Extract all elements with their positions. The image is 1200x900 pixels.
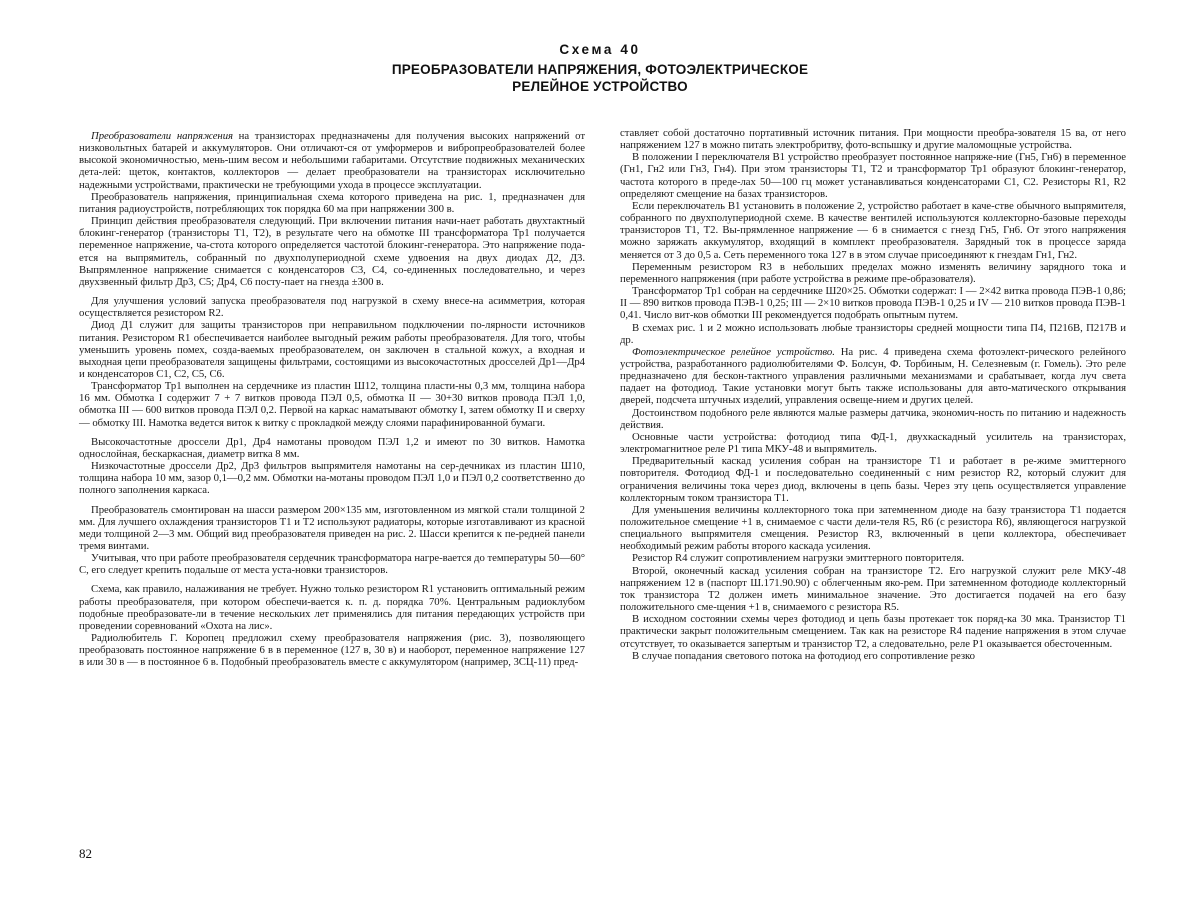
paragraph-text: Принцип действия преобразователя следующий. При включении питания начи-нает работать двухтактный блокинг-генератор (транзисторы Т1, Т2), в результате чего на обмотке III трансформатора Тр1 получается переменное напряжение, ча-стота которого определяется частотой блокинг-генератора. Это напряжение пода-ется на выпрямитель, собранный по двухполупериодной схеме удвоения на двух диодах Д2, Д3. Выпрямленное напряжение снимается с конденсаторов С3, С4, со-единенных последовательно, и через двухзвенный фильтр Др3, С5; Др4, С6 посту-пает на гнезда ±300 в. <box>79 215 585 288</box>
paragraph-text: В случае попадания светового потока на фотодиод его сопротивление резко <box>632 649 976 662</box>
paragraph <box>620 285 1126 321</box>
paragraph-lead: Преобразователи напряжения <box>91 130 233 142</box>
page-title-line-1: ПРЕОБРАЗОВАТЕЛИ НАПРЯЖЕНИЯ, ФОТОЭЛЕКТРИЧЕСКОЕ <box>391 62 809 77</box>
paragraph <box>79 319 585 380</box>
paragraph-text: Для уменьшения величины коллекторного тока при затемненном диоде на базу транзистора Т1 подается положительное смещение +1 в, снимаемое с части дели-теля R5, R6 (с резистора R6), являющегося нагрузкой специального выпрямителя смещения. Резистор R3, включенный в цепи коллектора, обеспечивает необходимый режим работы второго каскада усиления. <box>620 503 1126 553</box>
paragraph-text: Низкочастотные дроссели Др2, Др3 фильтров выпрямителя намотаны на сер-дечниках из пластин Ш10, толщина набора 10 мм, зазор 0,1—0,2 мм. Обмотки на-мотаны проводом ПЭЛ 1,0 и ПЭЛ 0,2 соответственно до полного заполнения каркаса. <box>79 460 585 497</box>
paragraph-text: В исходном состоянии схемы через фотодиод и цепь базы протекает ток поряд-ка 30 мка. Транзистор Т1 практически закрыт положительным смещением. Так как на резисторе R4 падение напряжения в этом случае отсутствует, то оказывается запертым и транзистор Т2, а следовательно, реле Р1 оказывается обесточенным. <box>620 613 1126 650</box>
paragraph <box>79 380 585 429</box>
paragraph-text: Учитывая, что при работе преобразователя сердечник трансформатора нагре-вается до температуры 50—60° С, его следует крепить подальше от места уста-новки транзисторов. <box>79 552 585 577</box>
paragraph <box>620 613 1126 649</box>
paragraph <box>79 191 585 215</box>
paragraph-text: на транзисторах предназначены для получения высоких напряжений от низковольтных батарей и аккумуляторов. Они отличают-ся от умформеров и вибропреобразователей более высокой экономичностью, мень-шим весом и небольшими габаритами. Отсутствие подвижных механических дета-лей: щеток, контактов, коллекторов — делает преобразователи на транзисторах исключительно надежными устройствами, практически не требующими ухода в процессе эксплуатации. <box>79 130 585 191</box>
paragraph-text: Трансформатор Тр1 собран на сердечнике Ш20×25. Обмотки содержат: I — 2×42 витка провода ПЭВ-1 0,86; II — 890 витков провода ПЭВ-1 0,25; III — 2×10 витков провода ПЭВ-1 0,25 и IV — 210 витков провода ПЭВ-1 0,41. Число вит-ков обмотки III рекомендуется подобрать опытным путем. <box>620 285 1127 322</box>
paragraph <box>79 215 585 288</box>
paragraph <box>620 552 1126 564</box>
paragraph <box>79 436 585 460</box>
page-number: 82 <box>79 846 92 861</box>
paragraph-text: Преобразователь смонтирован на шасси размером 200×135 мм, изготовленном из мягкой стали толщиной 2 мм. Для лучшего охлаждения транзисторов Т1 и Т2 используют радиаторы, которые изготавливают из красной меди толщиной 2—3 мм. Общий вид преобразователя приведен на рис. 2. Шасси крепится к пе-редней панели тремя винтами. <box>79 503 585 552</box>
paragraph <box>620 407 1126 431</box>
page-title-line-2: РЕЛЕЙНОЕ УСТРОЙСТВО <box>512 79 688 94</box>
paragraph <box>79 130 585 191</box>
paragraph-text: Переменным резистором R3 в небольших пределах можно изменять величину зарядного тока и переменного напряжения (при работе устройства в режиме пре-образователя). <box>620 260 1126 285</box>
paragraph <box>620 565 1126 614</box>
paragraph-text: Предварительный каскад усиления собран на транзисторе Т1 и работает в ре-жиме эмиттерного повторителя. Фотодиод ФД-1 и последовательно соединенный с ним резистор R2, который служит для ограничения величины тока через диод, включены в цепь базы. Через эту цепь осуществляется управление коллекторным током транзистора Т1. <box>620 455 1126 504</box>
paragraph-text: В положении I переключателя В1 устройство преобразует постоянное напряже-ние (Гн5, Гн6) в переменное (Гн1, Гн2 или Гн3, Гн4). При этом транзисторы Т1, Т2 и трансформатор Тр1 образуют блокинг-генератор, частота которого в преде-лах 50—100 гц может устанавливаться конденсаторами С1, С2. Резисторы R1, R2 определяют смещение на базах транзисторов. <box>620 151 1126 200</box>
paragraph <box>79 460 585 496</box>
right-text-column <box>620 127 1126 662</box>
paragraph <box>620 261 1126 285</box>
paragraph-text: Схема, как правило, налаживания не требует. Нужно только резистором R1 установить оптимальный режим работы преобразователя, при котором обеспечи-вается к. п. д. порядка 70%. Центральным радиоклубом подобные преобразовате-ли в течение нескольких лет применялись для питания передающих устройств при проведении соревнований «Охота на лис». <box>79 583 585 632</box>
paragraph-text: В схемах рис. 1 и 2 можно использовать любые транзисторы средней мощности типа П4, П216В, П217В и др. <box>620 321 1126 346</box>
paragraph-text: Второй, оконечный каскад усиления собран на транзисторе Т2. Его нагрузкой служит реле МКУ-48 напряжением 12 в (паспорт Ш.171.90.90) с облегченным яко-рем. При затемненном фотодиоде коллекторный ток транзистора Т2 должен иметь минимальное значение. Это достигается подачей на его базу положительного сме-щения +1 в, снимаемого с резистора R5. <box>620 564 1126 614</box>
paragraph <box>620 322 1126 346</box>
left-text-column <box>79 130 585 669</box>
paragraph <box>620 504 1126 553</box>
paragraph <box>620 200 1126 261</box>
paragraph-text: Основные части устройства: фотодиод типа ФД-1, двухкаскадный усилитель на транзисторах, электромагнитное реле Р1 типа МКУ-48 и выпрямитель. <box>620 430 1126 456</box>
paragraph-text: Преобразователь напряжения, принципиальная схема которого приведена на рис. 1, предназначен для питания радиоустройств, потребляющих ток порядка 60 ма при напряжении 300 в. <box>79 190 585 215</box>
paragraph <box>620 346 1126 407</box>
paragraph <box>620 431 1126 455</box>
paragraph-text: Если переключатель В1 установить в положение 2, устройство работает в каче-стве обычного выпрямителя, собранного по двухполупериодной схеме. В качестве вентилей используются коллекторно-базовые переходы транзисторов Т1, Т2. Вы-прямленное напряжение — 6 в снимается с гнезд Гн5, Гн6. От этого напряжения можно заряжать аккумулятор, входящий в комплект преобразователя. Зарядный ток в процессе заряда меняется от 3 до 0,5 а. Сеть переменного тока 127 в в этом случае присоединяют к гнездам Гн1, Гн2. <box>620 199 1126 261</box>
paragraph <box>620 650 1126 662</box>
paragraph <box>79 552 585 576</box>
paragraph-text: ставляет собой достаточно портативный источник питания. При мощности преобра-зователя 15 ва, от него напряжением 127 в можно питать электробритву, фото-вспышку и другие маломощные устройства. <box>620 127 1126 152</box>
paragraph-text: Резистор R4 служит сопротивлением нагрузки эмиттерного повторителя. <box>632 552 964 565</box>
paragraph <box>620 151 1126 200</box>
scheme-number: Схема 40 <box>559 42 641 57</box>
paragraph-text: Диод Д1 служит для защиты транзисторов при неправильном подключении по-лярности источников питания. Резистором R1 обеспечивается наиболее выгодный режим работы преобразователя. Для того, чтобы уменьшить уровень помех, созда-ваемых преобразователем, он заключен в стальной кожух, а входная и выходная цепи преобразователя защищены фильтрами, состоящими из высокочастотных дросселей Др1—Др4 и конденсаторов С1, С2, С5, С6. <box>79 319 585 380</box>
paragraph <box>79 632 585 668</box>
paragraph <box>79 504 585 553</box>
paragraph <box>620 127 1126 151</box>
paragraph-text: Высокочастотные дроссели Др1, Др4 намотаны проводом ПЭЛ 1,2 и имеют по 30 витков. Намотка однослойная, бескаркасная, диаметр витка 8 мм. <box>79 435 585 460</box>
paragraph-text: На рис. 4 приведена схема фотоэлект-рического релейного устройства, разработанного радиолюбителями Ф. Болсун, Ф. Торбиным, Н. Селезневым (г. Гомель). Это реле предназначено для бескон-тактного управления различными механизмами и срабатывает, когда луч света падает на фотодиод. Такие установки могут быть также использованы для авто-матического открывания дверей, подсчета штучных изделий, управления освеще-нием и других целей. <box>620 345 1127 407</box>
paragraph-text: Трансформатор Тр1 выполнен на сердечнике из пластин Ш12, толщина пласти-ны 0,3 мм, толщина набора 16 мм. Обмотка I содержит 7 + 7 витков провода ПЭЛ 0,5, обмотка II — 30+30 витков провода ПЭЛ 1,0, обмотка III — 600 витков провода ПЭЛ 0,2. Первой на каркас наматывают обмотку I, затем обмотку II и сверху — обмотку III. Намотка ведется виток к витку с прокладкой между слоями парафинированной бумаги. <box>79 380 585 429</box>
paragraph <box>79 295 585 319</box>
paragraph-text: Для улучшения условий запуска преобразователя под нагрузкой в схему внесе-на асимметрия, которая осуществляется резистором R2. <box>79 295 585 320</box>
paragraph-lead: Фотоэлектрическое релейное устройство. <box>632 345 835 358</box>
paragraph <box>79 583 585 632</box>
paragraph <box>620 455 1126 504</box>
paragraph-text: Достоинством подобного реле являются малые размеры датчика, экономич-ность по питанию и надежность действия. <box>620 406 1126 431</box>
paragraph-text: Радиолюбитель Г. Коропец предложил схему преобразователя напряжения (рис. 3), позволяющего преобразовать постоянное напряжение 6 в в переменное (127 в, 30 в) и наоборот, переменное напряжение 127 в или 30 в — в постоянное 6 в. Подобный преобразователь вместе с аккумулятором (например, 3СЦ-11) пред- <box>79 632 585 669</box>
